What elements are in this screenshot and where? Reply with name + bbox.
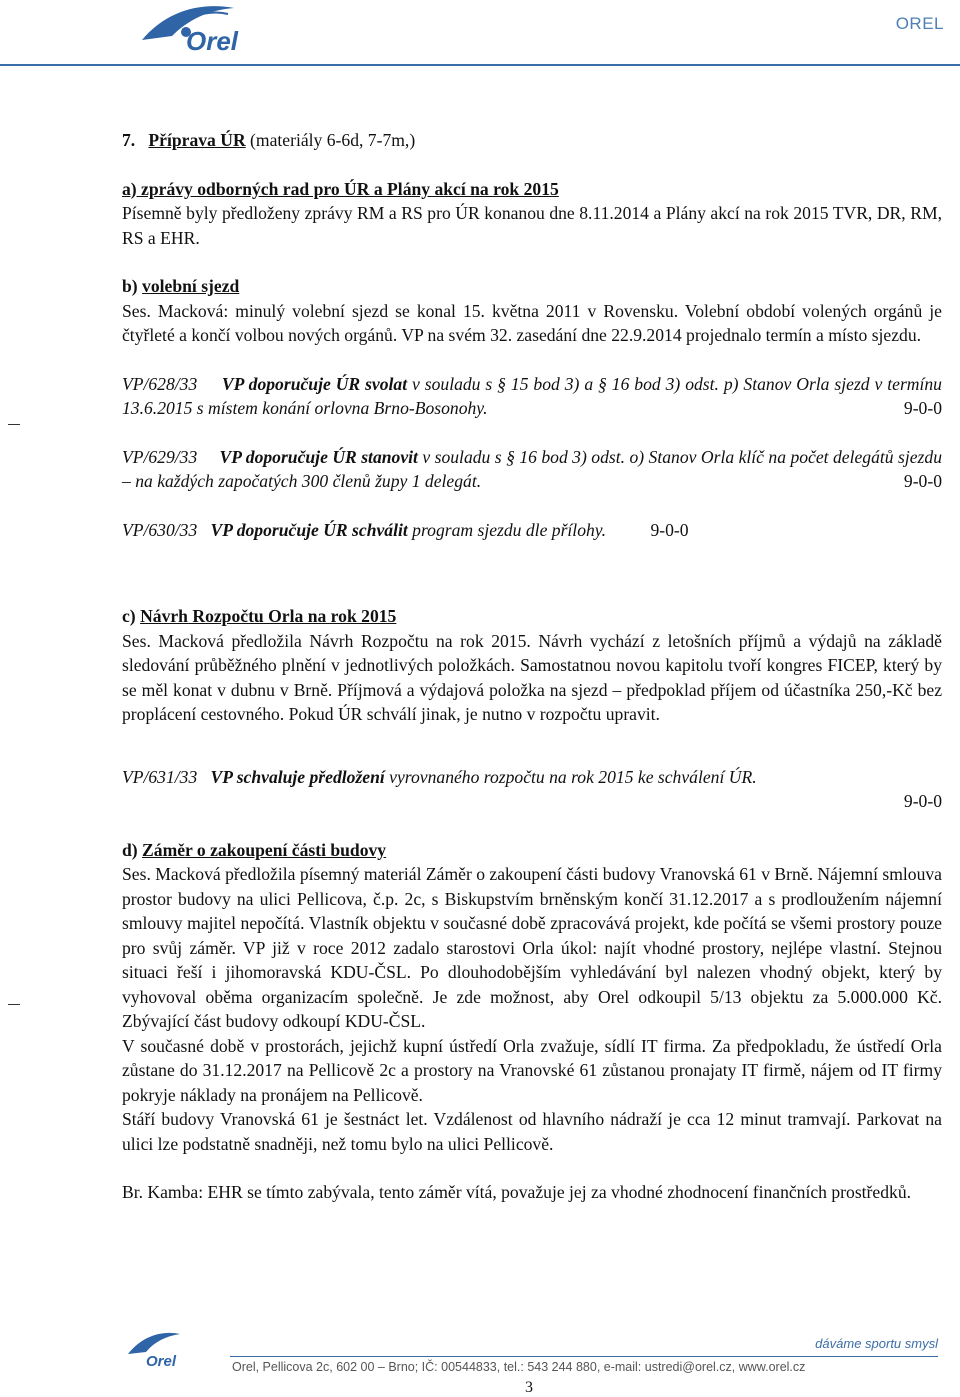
resolution-630: VP/630/33 VP doporučuje ÚR schválit program sjezdu dle přílohy. 9-0-0	[122, 519, 689, 540]
section-7-title: Příprava ÚR	[148, 130, 246, 150]
vote-result: 9-0-0	[650, 519, 689, 540]
margin-mark	[8, 424, 20, 425]
part-c-text: Ses. Macková předložila Návrh Rozpočtu na rok 2015. Návrh vychází z letošních příjmů a výdajů na základě sledování průběžného plnění v jednotlivých položkách. Samostatnou novou kapitolu tvoří kongres FICEP, který by se měl konat v dubnu v Brně. Příjmová a výdajová položka na sjezd – předpoklad příjem od účastníka 250,-Kč bez proplácení cestovného. Pokud ÚR schválí jinak, je nutno v rozpočtu upravit.	[122, 630, 942, 724]
footer-address: Orel, Pellicova 2c, 602 00 – Brno; IČ: 00544833, tel.: 543 244 880, e-mail: ustredi@orel.cz, www.orel.cz	[232, 1360, 806, 1374]
header-title: OREL	[895, 14, 944, 33]
part-d-paragraph: Br. Kamba: EHR se tímto zabývala, tento záměr vítá, považuje jej za vhodné zhodnocení finančních prostředků.	[122, 1182, 912, 1202]
section-7-heading: 7. Příprava ÚR (materiály 6-6d, 7-7m,)	[122, 130, 416, 150]
header-rule	[0, 64, 960, 66]
margin-mark	[8, 1004, 20, 1005]
orel-logo	[122, 2, 272, 54]
vote-result: 9-0-0	[903, 398, 942, 418]
resolution-631: VP/631/33 VP schvaluje předložení vyrovnaného rozpočtu na rok 2015 ke schválení ÚR.	[122, 766, 757, 787]
footer-slogan: dáváme sportu smysl	[815, 1336, 938, 1351]
vote-result: 9-0-0	[903, 471, 942, 491]
part-a-heading: a) zprávy odborných rad pro ÚR a Plány akcí na rok 2015	[122, 178, 559, 199]
resolution-629: VP/629/33 VP doporučuje ÚR stanovit v souladu s § 16 bod 3) odst. o) Stanov Orla klíč na počet delegátů sjezdu – na každých započatých 300 členů župy 1 delegát. 9-0-0	[122, 445, 942, 494]
resolution-628: VP/628/33 VP doporučuje ÚR svolat v souladu s § 15 bod 3) a § 16 bod 3) odst. p) Stanov Orla sjezd v termínu 13.6.2015 s místem konání orlovna Brno-Bosonohy. 9-0-0	[122, 372, 942, 421]
part-d-paragraph: Ses. Macková předložila písemný materiál Záměr o zakoupení části budovy Vranovská 61 v Brně. Nájemní smlouva prostor budovy na ulici Pellicova, č.p. 2c, s Biskupstvím brněnským končí 31.12.2017 a s prodloužením nájemní smlouvy majitel nepočítá. Vlastník objektu v současné době zpracovává projekt, kde počítá se všemi prostory pouze pro svůj záměr. VP již v roce 2012 zadalo starostovi Orla úkol: najít vhodné prostory, nejlépe vlastní. Stejnou situaci řeší i jihomoravská KDU-ČSL. Po dlouhodobějším vyhledávání byl nalezen vhodný objekt, který by vyhovoval oběma organizacím společně. Je zde možnost, aby Orel odkoupil 5/13 objektu za 5.000.000 Kč. Zbývající část budovy odkoupí KDU-ČSL.	[122, 864, 942, 1031]
part-d-heading: d) Záměr o zakoupení části budovy	[122, 839, 387, 860]
part-c-heading: c) Návrh Rozpočtu Orla na rok 2015	[122, 606, 397, 626]
vote-result: 9-0-0	[903, 791, 942, 811]
part-a-text: Písemně byly předloženy zprávy RM a RS pro ÚR konanou dne 8.11.2014 a Plány akcí na rok 2015 TVR, DR, RM, RS a EHR.	[122, 203, 942, 248]
svg-text:Orel: Orel	[186, 26, 239, 54]
part-b-text: Ses. Macková: minulý volební sjezd se konal 15. května 2011 v Rovensku. Volební období volených orgánů je čtyřleté a končí volbou nových orgánů. VP na svém 32. zasedání dne 22.9.2014 projednalo termín a místo sjezdu.	[122, 300, 942, 345]
footer-logo	[122, 1330, 192, 1368]
part-b-heading: b) volební sjezd	[122, 276, 240, 296]
part-d-paragraph: V současné době v prostorách, jejichž kupní ústředí Orla zvažuje, sídlí IT firma. Za předpokladu, že ústředí Orla zůstane do 31.12.2017 na Pellicově 2c a prostory na Vranovské 61 zůstanou pronajaty IT firmě, nájem od IT firmy pokryje náklady na pronájem na Pellicově.	[122, 1035, 942, 1105]
footer-rule	[230, 1356, 938, 1357]
page-number: 3	[525, 1379, 533, 1396]
document-body	[122, 128, 942, 1205]
part-d-paragraph: Stáří budovy Vranovská 61 je šestnáct let. Vzdálenost od hlavního nádraží je cca 12 minut tramvají. Parkovat na ulici lze podstatně snadněji, než tomu bylo na ulici Pellicově.	[122, 1109, 942, 1154]
svg-text:Orel: Orel	[146, 1353, 177, 1368]
